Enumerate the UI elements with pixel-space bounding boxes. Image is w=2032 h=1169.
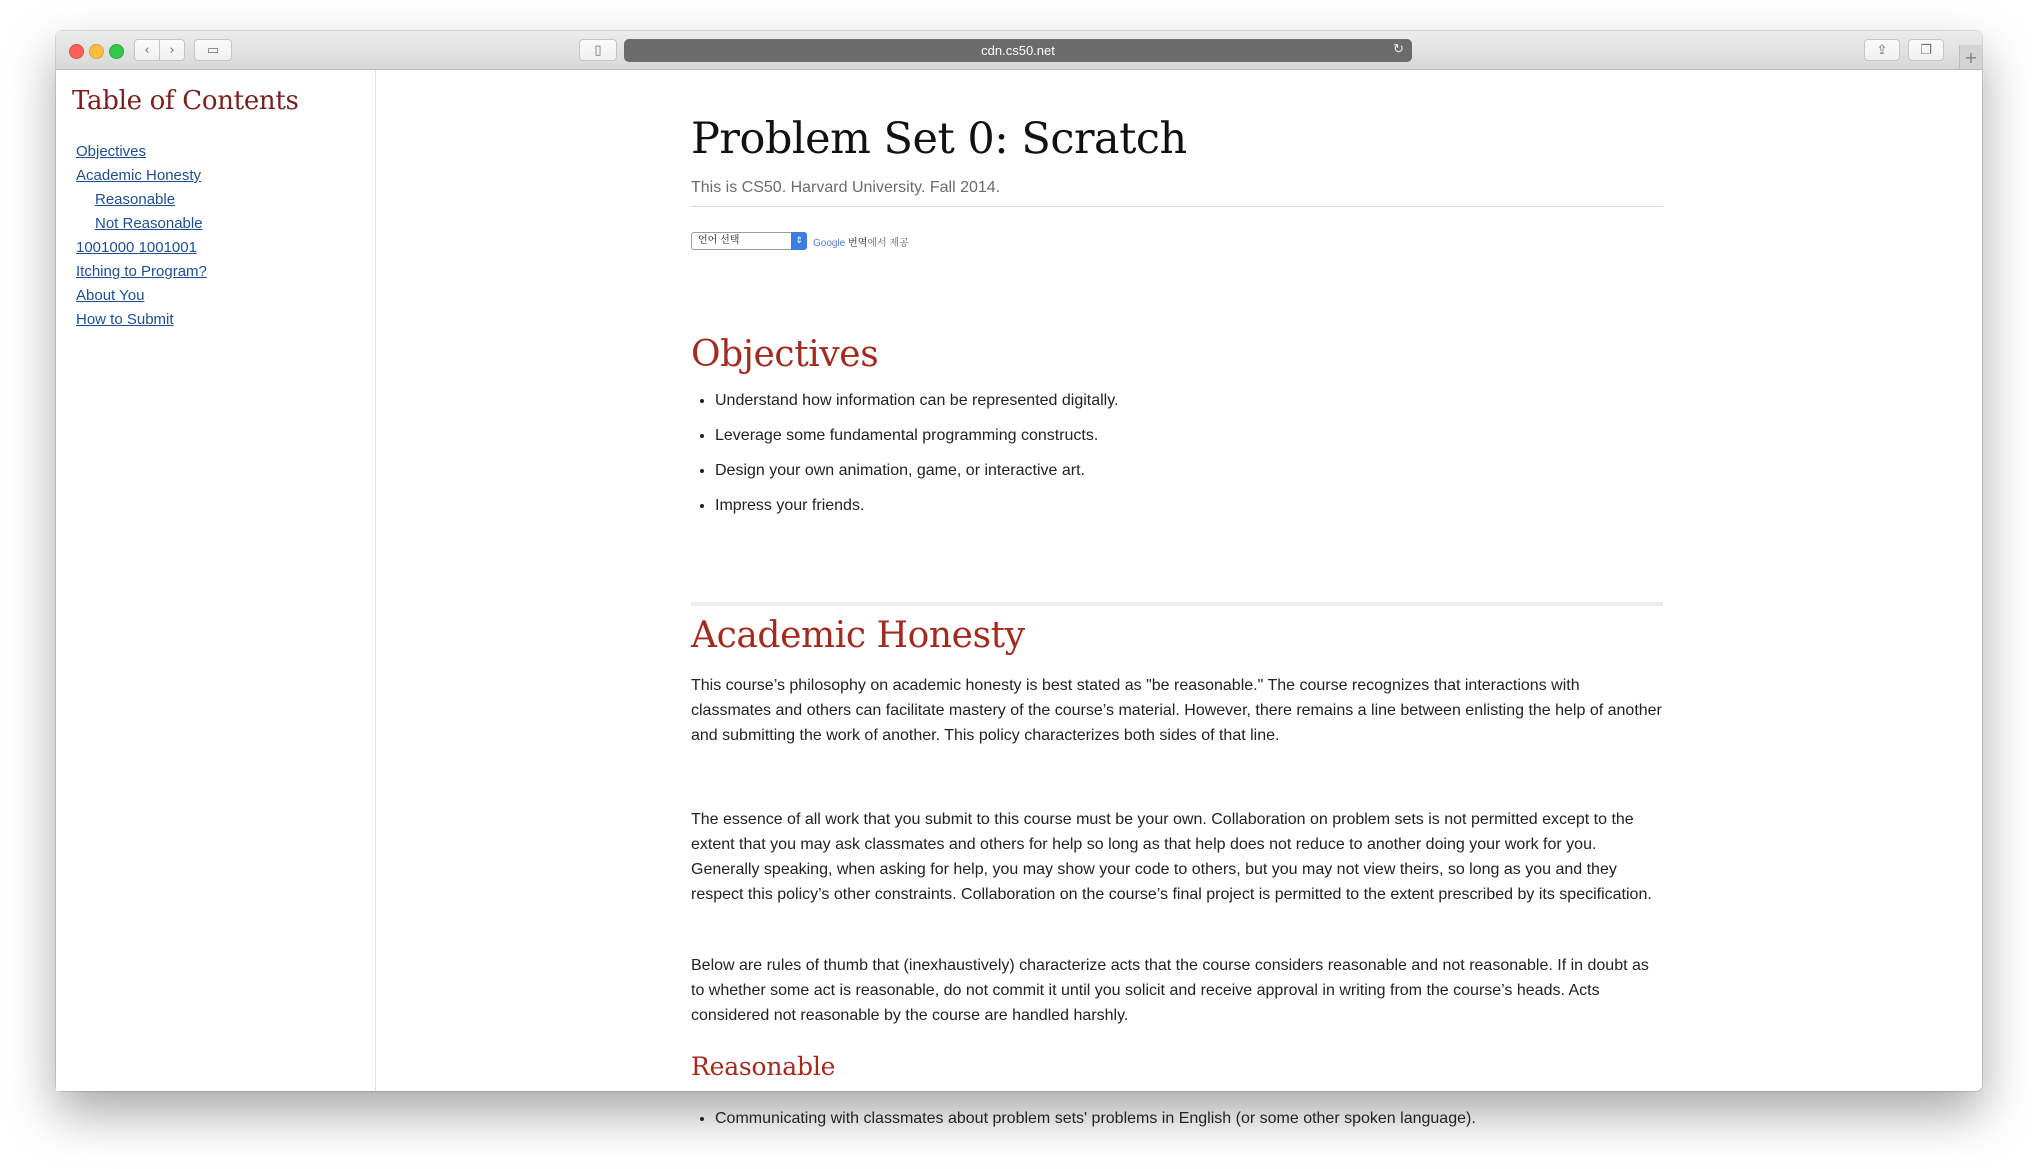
toc-title: Table of Contents	[72, 86, 299, 116]
google-translate-widget	[691, 232, 909, 250]
plus-icon: +	[1964, 47, 1978, 67]
honesty-paragraph-2: The essence of all work that you submit to this course must be your own. Collaboration on problem sets is not permitted except to the extent that you may ask classmates and others for help so long as that help does not reduce to another doing your work for you. Generally speaking, when asking for help, you may show your code to others, but you may not view theirs, so long as you and they respect this policy’s other constraints. Collaboration on the course’s final project is permitted to the extent prescribed by its specification.	[691, 811, 1652, 903]
chevron-left-icon: ‹	[144, 42, 150, 58]
academic-honesty-heading: Academic Honesty	[691, 615, 1025, 656]
close-window-button[interactable]	[69, 44, 84, 59]
translate-attribution	[813, 234, 909, 249]
toc-item-not-reasonable	[76, 212, 207, 236]
objectives-list	[691, 390, 1119, 530]
sidebar-icon: ▭	[206, 42, 220, 58]
honesty-paragraph-3: Below are rules of thumb that (inexhaustively) characterize acts that the course considers reasonable and not reasonable. If in doubt as to whether some act is reasonable, do not commit it until you solicit and receive approval in writing from the course’s heads. Acts considered not reasonable by the course are handled harshly.	[691, 957, 1649, 1024]
translate-suffix: 에서 제공	[867, 237, 909, 249]
objectives-heading: Objectives	[691, 334, 879, 375]
reasonable-list	[691, 1108, 1476, 1129]
reader-icon: ▯	[594, 42, 602, 58]
share-icon: ⇪	[1876, 42, 1888, 58]
toc-sidebar	[56, 70, 376, 1091]
toc-link-objectives[interactable]: Objectives	[76, 143, 147, 160]
section-divider	[691, 602, 1663, 606]
language-select[interactable]	[691, 232, 807, 250]
minimize-window-button[interactable]	[89, 44, 104, 59]
chevron-right-icon: ›	[169, 42, 175, 58]
select-arrows-icon: ⇕	[791, 232, 807, 250]
toc-link-how-to-submit[interactable]: How to Submit	[76, 311, 174, 328]
toc-item-binary	[76, 236, 207, 260]
zoom-window-button[interactable]	[109, 44, 124, 59]
toc-item-reasonable	[76, 188, 207, 212]
list-item: • Design your own animation, game, or interactive art.	[715, 460, 1119, 495]
back-button[interactable]	[134, 39, 160, 61]
toc-link-itching[interactable]: Itching to Program?	[76, 263, 207, 280]
show-tabs-button[interactable]	[1908, 39, 1944, 61]
title-divider	[691, 206, 1663, 207]
toc-item-objectives	[76, 140, 207, 164]
list-item: • Impress your friends.	[715, 495, 1119, 530]
page-subtitle: This is CS50. Harvard University. Fall 2014.	[691, 179, 1001, 196]
toc-item-itching	[76, 260, 207, 284]
share-button[interactable]	[1864, 39, 1900, 61]
toc-link-reasonable[interactable]: Reasonable	[95, 191, 176, 208]
list-item: • Understand how information can be represented digitally.	[715, 390, 1119, 425]
tabs-icon: ❐	[1920, 42, 1932, 58]
translate-link[interactable]: 번역	[848, 237, 868, 249]
toc-link-academic-honesty[interactable]: Academic Honesty	[76, 167, 202, 184]
sidebar-toggle-button[interactable]	[194, 39, 232, 61]
honesty-paragraph-1: This course’s philosophy on academic honesty is best stated as "be reasonable." The course recognizes that interactions with classmates and others can facilitate mastery of the course’s material. However, there remains a line between enlisting the help of another and submitting the work of another. This policy characterizes both sides of that line.	[691, 677, 1662, 744]
google-logo: Google	[813, 237, 846, 249]
toc-item-about-you	[76, 284, 207, 308]
forward-button[interactable]	[159, 39, 185, 61]
address-bar[interactable]	[624, 39, 1412, 62]
title-bar	[56, 31, 1982, 70]
toc-list	[76, 140, 207, 332]
language-select-value: 언어 선택	[698, 235, 740, 246]
toc-link-about-you[interactable]: About You	[76, 287, 145, 304]
list-item: • Leverage some fundamental programming constructs.	[715, 425, 1119, 460]
toc-item-how-to-submit	[76, 308, 207, 332]
toc-item-academic-honesty	[76, 164, 207, 188]
list-item: • Communicating with classmates about problem sets' problems in English (or some other spoken language).	[715, 1108, 1476, 1129]
url-text: cdn.cs50.net	[981, 43, 1055, 58]
reader-button[interactable]	[579, 39, 617, 61]
new-tab-button[interactable]	[1959, 45, 1982, 69]
reload-icon[interactable]: ↻	[1393, 42, 1404, 57]
browser-window	[56, 31, 1982, 1127]
page-title: Problem Set 0: Scratch	[691, 114, 1187, 164]
toc-link-binary[interactable]: 1001000 1001001	[76, 239, 197, 256]
toc-link-not-reasonable[interactable]: Not Reasonable	[95, 215, 203, 232]
reasonable-heading: Reasonable	[691, 1052, 836, 1081]
